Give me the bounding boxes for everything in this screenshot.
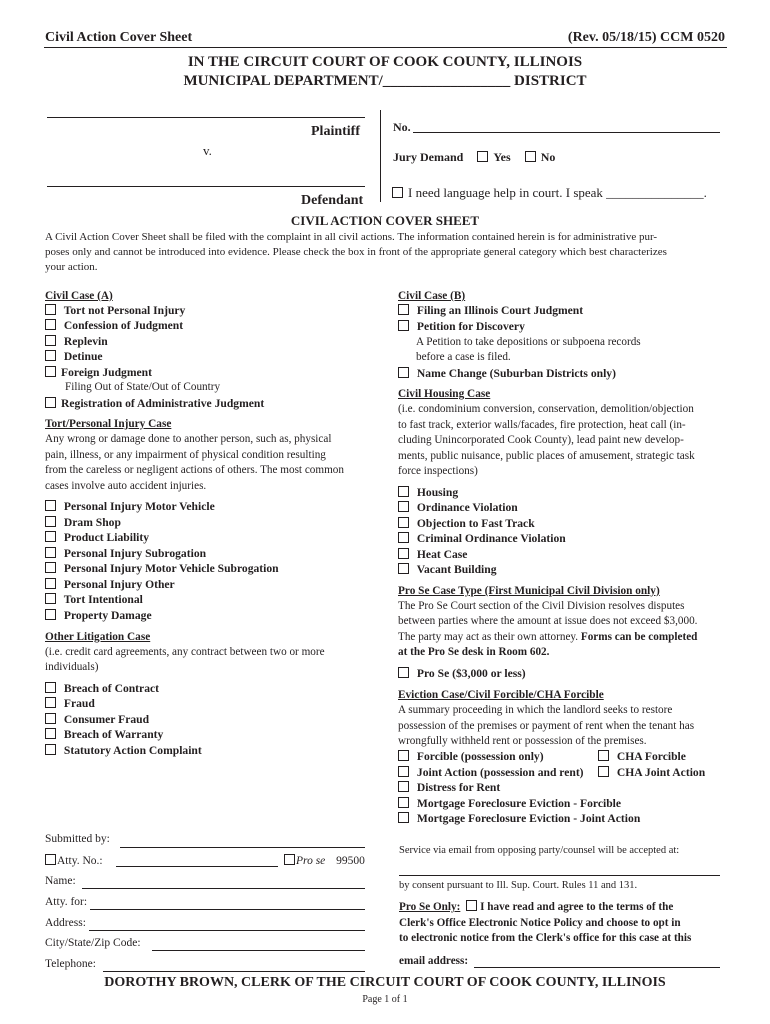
plaintiff-label: Plaintiff [311,124,360,139]
checkbox[interactable] [45,697,56,708]
agree-line-2: Clerk's Office Electronic Notice Policy and choose to opt in [399,917,681,929]
case-a-replevin[interactable] [45,335,108,348]
checkbox[interactable] [398,563,409,574]
item-label: Mortgage Foreclosure Eviction - Joint Action [416,812,641,825]
housing-criminal-ordinance[interactable] [398,532,566,545]
checkbox[interactable] [45,516,56,527]
checkbox[interactable] [398,781,409,792]
jury-no-label: No [540,150,556,164]
telephone-label: Telephone: [45,958,96,970]
item-label: Fraud [63,697,95,710]
checkbox[interactable] [45,713,56,724]
intro-line-2: poses only and cannot be introduced into evidence. Please check the box in front of the appropriate general category which best characterizes [45,246,667,258]
civil-case-b-heading: Civil Case (B) [398,290,466,302]
defendant-line[interactable] [47,186,365,187]
checkbox[interactable] [45,744,56,755]
checkbox[interactable] [45,531,56,542]
item-label: Mortgage Foreclosure Eviction - Forcible [416,797,622,810]
checkbox[interactable] [398,812,409,823]
housing-heading: Civil Housing Case [398,388,491,400]
item-label: Petition for Discovery [416,320,525,333]
language-help-label: I need language help in court. I speak _______________. [408,185,707,200]
eviction-desc-2: possession of the premises or payment of rent when the tenant has [398,720,695,732]
checkbox[interactable] [45,728,56,739]
checkbox[interactable] [398,501,409,512]
case-a-foreign-judgment[interactable] [45,366,152,379]
caption-divider [380,110,381,202]
tort-property-damage[interactable] [45,609,152,622]
housing-ordinance-violation[interactable] [398,501,518,514]
item-label: Replevin [63,335,108,348]
intro-line-3: your action. [45,261,98,273]
item-label: Filing an Illinois Court Judgment [416,304,584,317]
eviction-forcible[interactable] [398,750,544,763]
telephone-field[interactable] [103,971,365,972]
item-label: Joint Action (possession and rent) [416,766,584,779]
checkbox[interactable] [398,320,409,331]
pro-se-desc-3 [398,630,697,646]
page-number: Page 1 of 1 [362,994,408,1005]
item-label: Personal Injury Subrogation [63,547,207,560]
checkbox[interactable] [45,609,56,620]
checkbox[interactable] [45,335,56,346]
item-label: Forcible (possession only) [416,750,544,763]
address-field[interactable] [89,930,365,931]
electronic-notice-checkbox[interactable] [466,900,477,911]
atty-no-checkbox[interactable] [45,854,56,865]
item-label: Heat Case [416,548,468,561]
tort-product-liability[interactable] [45,531,149,544]
checkbox[interactable] [45,593,56,604]
case-number-field[interactable] [413,132,720,133]
checkbox[interactable] [398,517,409,528]
tort-dram-shop[interactable] [45,516,121,529]
discovery-note-2: before a case is filed. [416,351,511,363]
checkbox[interactable] [398,486,409,497]
item-label: Tort not Personal Injury [63,304,186,317]
plaintiff-line[interactable] [47,117,365,118]
agree-line-1: I have read and agree to the terms of the [480,901,674,913]
item-label: Product Liability [63,531,150,544]
language-help [392,185,707,201]
housing-desc-2: to fast track, exterior walls/facades, fire protection, heat call (in- [398,419,686,431]
item-label: Tort Intentional [63,593,143,606]
item-label: Detinue [63,350,103,363]
checkbox[interactable] [398,304,409,315]
item-label: Consumer Fraud [63,713,150,726]
item-label: Registration of Administrative Judgment [61,397,265,410]
tort-pi-mv-subrogation[interactable] [45,562,279,575]
eviction-joint-action[interactable] [398,766,584,779]
other-fraud[interactable] [45,697,95,710]
jury-demand [393,150,555,165]
department-district: MUNICIPAL DEPARTMENT/_________________ DISTRICT [183,73,587,89]
item-label: CHA Joint Action [616,766,706,779]
checkbox[interactable] [598,750,609,761]
checkbox[interactable] [45,350,56,361]
tort-desc-4: cases involve auto accident injuries. [45,480,207,492]
item-label: Personal Injury Other [63,578,175,591]
housing-vacant-building[interactable] [398,563,497,576]
item-label: Criminal Ordinance Violation [416,532,566,545]
defendant-label: Defendant [301,193,364,208]
city-state-zip-label: City/State/Zip Code: [45,937,141,949]
pro-se-code: 99500 [336,855,365,867]
item-label: Pro Se ($3,000 or less) [416,667,526,680]
checkbox[interactable] [45,500,56,511]
checkbox[interactable] [45,562,56,573]
pro-se-desk-note: at the Pro Se desk in Room 602. [398,646,550,658]
tort-desc-2: pain, illness, or any impairment of physical condition resulting [45,449,326,461]
item-label: Confession of Judgment [63,319,184,332]
item-label: Foreign Judgment [61,366,152,379]
atty-no-field[interactable] [116,866,278,867]
item-label: Distress for Rent [416,781,501,794]
jury-yes-label: Yes [493,150,511,164]
item-label: Ordinance Violation [416,501,518,514]
item-label: Dram Shop [63,516,121,529]
atty-no-label: Atty. No.: [57,855,103,867]
other-breach-contract[interactable] [45,682,159,695]
eviction-cha-joint[interactable] [598,766,705,779]
jury-demand-label: Jury Demand [393,150,464,164]
eviction-heading: Eviction Case/Civil Forcible/CHA Forcible [398,689,604,701]
case-b-name-change[interactable] [398,367,616,380]
email-address-label: email address: [399,955,469,967]
item-label: Personal Injury Motor Vehicle [63,500,215,513]
other-desc-2: individuals) [45,661,99,673]
checkbox[interactable] [45,578,56,589]
item-label: Objection to Fast Track [416,517,535,530]
service-email-label: Service via email from opposing party/counsel will be accepted at: [399,845,680,856]
discovery-note-1: A Petition to take depositions or subpoena records [416,336,641,348]
tort-pi-other[interactable] [45,578,175,591]
pro-se-row [284,854,365,867]
address-label: Address: [45,917,86,929]
cover-sheet-heading: CIVIL ACTION COVER SHEET [290,213,480,228]
housing-desc-1: (i.e. condominium conversion, conservation, demolition/objection [398,403,694,415]
item-label: Name Change (Suburban Districts only) [416,367,616,380]
item-label: Housing [416,486,459,499]
housing-desc-4: ments, public nuisance, public places of amusement, strategic task [398,450,695,462]
checkbox[interactable] [398,750,409,761]
atty-for-field[interactable] [90,909,365,910]
checkbox[interactable] [45,547,56,558]
tort-desc-3: from the careless or negligent actions of others. The most common [45,464,344,476]
tort-heading: Tort/Personal Injury Case [45,418,172,430]
housing-housing[interactable] [398,486,458,499]
agree-line-3: to electronic notice from the Clerk's office for this case at this [399,932,692,944]
other-statutory-action[interactable] [45,744,202,757]
case-a-registration[interactable] [45,397,264,410]
item-label: Vacant Building [416,563,497,576]
item-label: Breach of Warranty [63,728,164,741]
eviction-mortgage-joint[interactable] [398,812,640,825]
checkbox[interactable] [45,319,56,330]
case-a-detinue[interactable] [45,350,103,363]
language-help-checkbox[interactable] [392,187,403,198]
pro-se-desc-2: between parties where the amount at issue does not exceed $3,000. [398,615,698,627]
checkbox[interactable] [45,682,56,693]
item-label: Breach of Contract [63,682,159,695]
pro-se-only-label: Pro Se Only: [399,901,461,913]
name-field[interactable] [82,888,365,889]
form-revision: (Rev. 05/18/15) CCM 0520 [567,30,725,45]
checkbox[interactable] [45,304,56,315]
eviction-distress-rent[interactable] [398,781,500,794]
submitted-by-field[interactable] [120,847,365,848]
city-state-zip-field[interactable] [152,950,365,951]
intro-line-1: A Civil Action Cover Sheet shall be filed with the complaint in all civil actions. The information contained herein is for administrative pur- [45,231,658,243]
housing-heat-case[interactable] [398,548,467,561]
checkbox[interactable] [398,766,409,777]
pro-se-code-checkbox[interactable] [284,854,295,865]
clerk-line: DOROTHY BROWN, CLERK OF THE CIRCUIT COURT OF COOK COUNTY, ILLINOIS [104,975,666,990]
pro-se-heading: Pro Se Case Type (First Municipal Civil Division only) [398,585,660,597]
jury-no-checkbox[interactable] [525,151,536,162]
checkbox[interactable] [398,367,409,378]
other-breach-warranty[interactable] [45,728,163,741]
atty-for-label: Atty. for: [45,896,88,908]
submitted-by-label: Submitted by: [45,833,110,845]
eviction-desc-3: wrongfully withheld rent or possession of the premises. [398,735,647,747]
pro-se-3000[interactable] [398,667,526,680]
pro-se-label: Pro se [296,855,326,867]
item-label: Statutory Action Complaint [63,744,202,757]
eviction-cha-forcible[interactable] [598,750,686,763]
other-desc-1: (i.e. credit card agreements, any contract between two or more [45,646,325,658]
jury-yes-checkbox[interactable] [477,151,488,162]
housing-desc-5: force inspections) [398,465,478,477]
checkbox[interactable] [398,548,409,559]
service-email-field[interactable] [399,875,720,876]
tort-intentional[interactable] [45,593,143,606]
name-label: Name: [45,875,76,887]
checkbox[interactable] [598,766,609,777]
atty-no-row [45,854,103,867]
header-rule [44,47,727,48]
checkbox[interactable] [398,797,409,808]
eviction-desc-1: A summary proceeding in which the landlord seeks to restore [398,704,673,716]
form-title: Civil Action Cover Sheet [45,30,193,45]
pro-se-desc-1: The Pro Se Court section of the Civil Division resolves disputes [398,600,685,612]
case-b-illinois-judgment[interactable] [398,304,583,317]
item-label: Property Damage [63,609,152,622]
item-label: Personal Injury Motor Vehicle Subrogation [63,562,279,575]
tort-desc-1: Any wrong or damage done to another person, such as, physical [45,433,332,445]
pro-se-forms-note: Forms can be completed [580,631,698,643]
item-label: CHA Forcible [616,750,686,763]
checkbox[interactable] [398,532,409,543]
case-number-label: No. [393,120,411,134]
pro-se-only-row [399,900,673,916]
case-a-tort-not-pi[interactable] [45,304,185,317]
checkbox[interactable] [45,366,56,377]
case-b-petition-discovery[interactable] [398,320,525,333]
consent-rules: by consent pursuant to Ill. Sup. Court. Rules 11 and 131. [399,880,638,891]
foreign-judgment-note: Filing Out of State/Out of Country [65,381,221,393]
tort-pi-motor-vehicle[interactable] [45,500,215,513]
court-name: IN THE CIRCUIT COURT OF COOK COUNTY, ILLINOIS [187,54,583,70]
email-address-field[interactable] [474,967,720,968]
civil-case-a-heading: Civil Case (A) [45,290,113,302]
checkbox[interactable] [398,667,409,678]
other-consumer-fraud[interactable] [45,713,149,726]
eviction-mortgage-forcible[interactable] [398,797,621,810]
versus-label: v. [203,143,212,158]
case-a-confession[interactable] [45,319,183,332]
other-litigation-heading: Other Litigation Case [45,631,151,643]
pro-se-desc-3-text: The party may act as their own attorney. [398,631,579,643]
tort-pi-subrogation[interactable] [45,547,206,560]
housing-desc-3: cluding Unincorporated Cook County), lead paint new develop- [398,434,684,446]
housing-objection-fast-track[interactable] [398,517,535,530]
checkbox[interactable] [45,397,56,408]
